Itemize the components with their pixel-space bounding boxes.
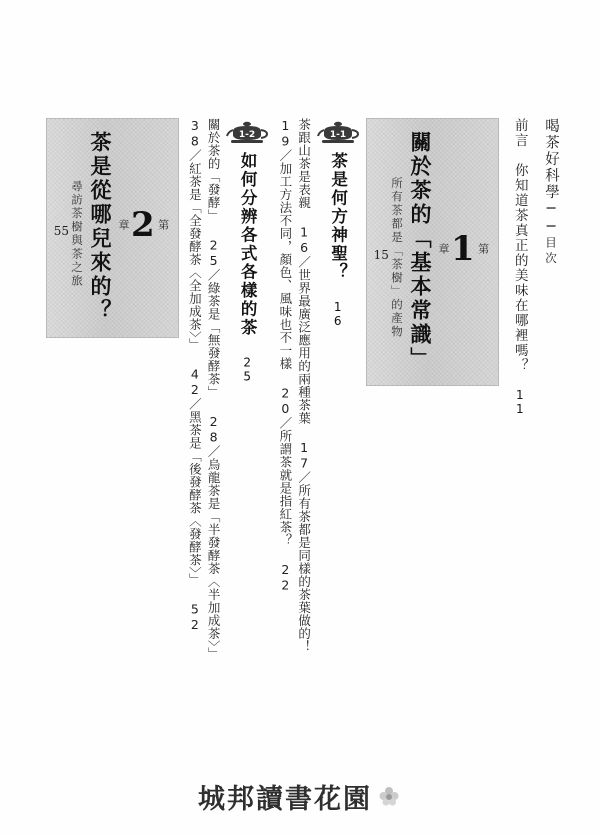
section-1-2-title: 如何分辨各式各樣的茶 [238, 152, 258, 337]
chapter-1-bar [366, 118, 499, 386]
section-1-1-badge-text: 1-1 [329, 130, 346, 140]
chapter-2-label: 第 [156, 218, 170, 232]
toc-columns [42, 118, 558, 714]
section-1-2-title-block [235, 152, 259, 384]
book-title-column [543, 118, 558, 268]
section-1-1-page: 16 [330, 300, 345, 328]
teapot-icon [316, 118, 360, 148]
teapot-icon [225, 118, 269, 148]
section-1-2-badge-text: 1-2 [239, 130, 256, 140]
section-1-2-entry[interactable] [183, 118, 270, 678]
section-1-2-body: 關於茶的「發酵」 25／綠茶是「無發酵茶」 28／烏龍茶是「半發酵茶〈半加成茶〉」 38／紅茶是「全發酵茶〈全加成茶〉」 42／黑茶是「後發酵茶〈發酵茶〉」 52 [187, 118, 222, 660]
chapter-2-page: 55 [53, 224, 69, 238]
book-title: 喝茶好科學 [543, 118, 559, 201]
preface-entry[interactable] [513, 118, 527, 416]
chapter-1-number: 1 [450, 229, 475, 269]
chapter-1-label2: 章 [436, 242, 450, 256]
section-1-2-page: 25 [240, 355, 255, 384]
section-1-1-entry[interactable] [273, 118, 360, 678]
chapter-2-number: 2 [130, 205, 155, 245]
footer-brand-text: 城邦讀書花園 [198, 784, 372, 815]
section-1-1-title: 茶是何方神聖？ [328, 152, 348, 282]
preface-text: 你知道茶真正的美味在哪裡嗎？ [511, 163, 528, 373]
chapter-1-page: 15 [373, 248, 389, 262]
chapter-1-entry[interactable] [366, 118, 499, 386]
section-1-1-head [316, 118, 360, 328]
flower-icon [376, 784, 402, 810]
footer-brand[interactable] [0, 777, 600, 816]
chapter-2-name: 茶是從哪兒來的？ [87, 131, 112, 323]
section-1-1-body: 茶跟山茶是表親 16／世界最廣泛應用的兩種茶葉 17／所有茶都是同樣的茶葉做的！ 19／加工方法不同，顏色、風味也不一樣 20／所謂茶就是指紅茶？ 22 [277, 118, 312, 653]
chapter-2-entry[interactable] [46, 118, 179, 338]
chapter-1-label: 第 [476, 242, 490, 256]
title-dash: ── [543, 200, 559, 237]
preface-label: 前言 [511, 118, 528, 148]
chapter-2-label2: 章 [116, 218, 130, 232]
chapter-2-subtitle: 尋訪茶樹與茶之旅 [69, 180, 84, 288]
chapter-1-name: 關於茶的「基本常識」 [407, 131, 432, 371]
preface-page: 11 [512, 388, 527, 416]
chapter-1-subtitle: 所有茶都是「茶樹」的產物 [389, 177, 404, 339]
section-1-2-head [225, 118, 269, 384]
toc-label: 目次 [544, 236, 558, 268]
section-1-1-title-block [326, 152, 350, 328]
chapter-2-bar [46, 118, 179, 338]
